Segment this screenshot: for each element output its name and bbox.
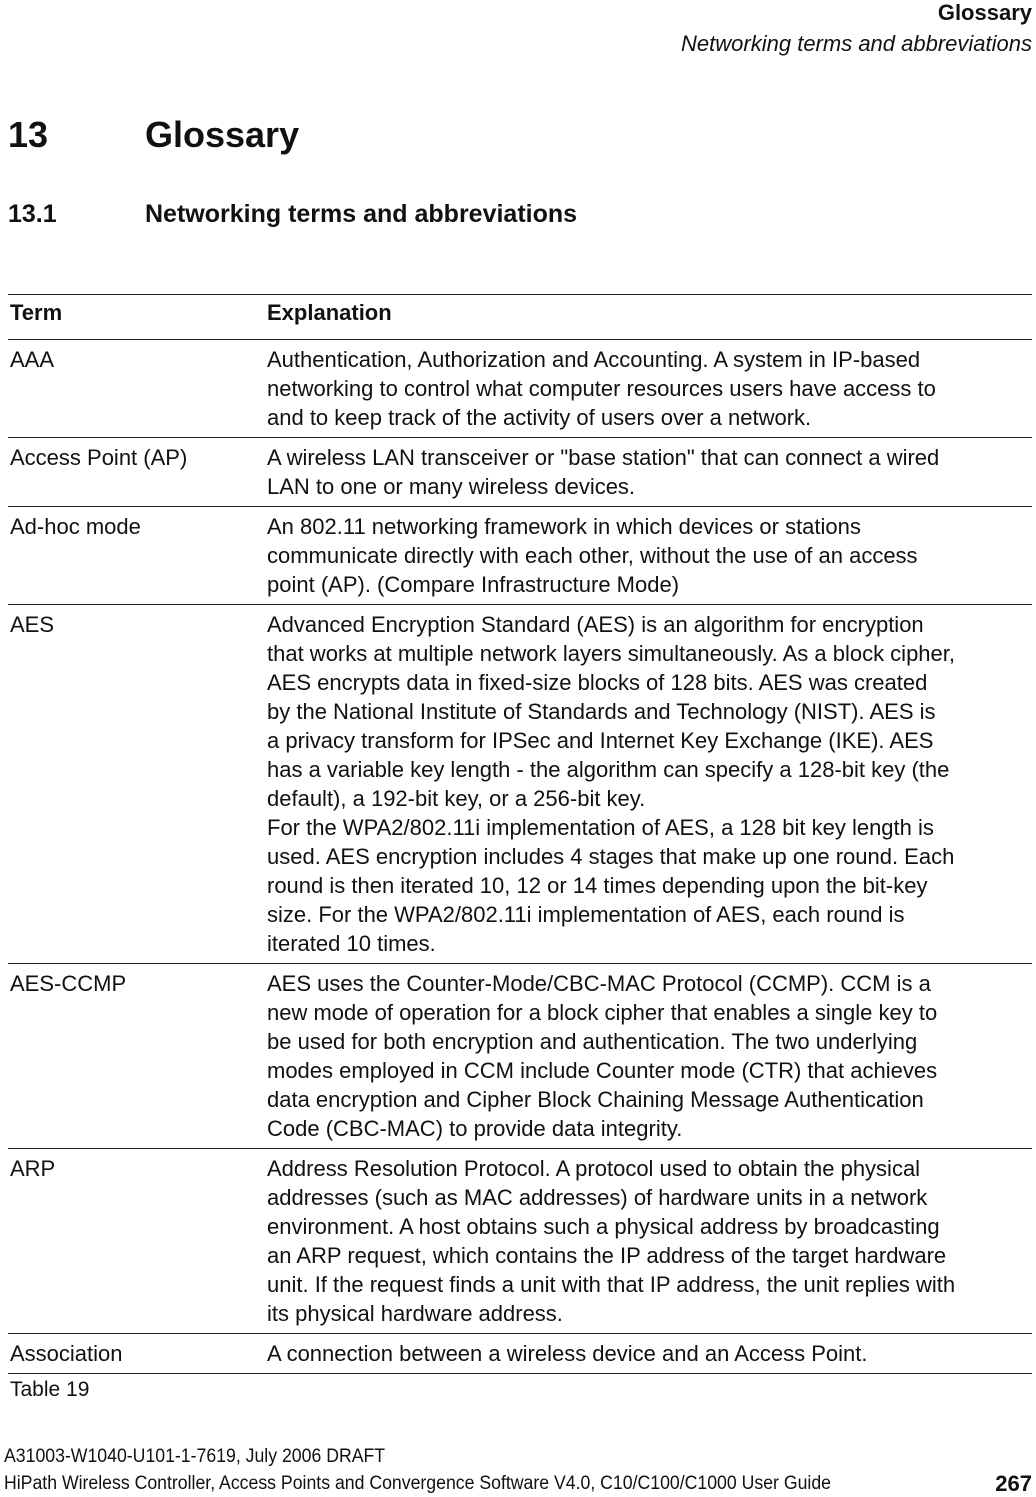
term-cell: Association [8,1334,265,1374]
explanation-line: LAN to one or many wireless devices. [267,474,636,499]
running-header-subtitle: Networking terms and abbreviations [681,31,1032,56]
explanation-cell [265,964,1032,1149]
table-row [8,1334,1032,1374]
explanation-line: be used for both encryption and authentication. The two underlying [267,1029,918,1054]
column-header-term: Term [8,295,265,340]
explanation-line: and to keep track of the activity of users over a network. [267,405,812,430]
explanation-line: size. For the WPA2/802.11i implementation of AES, each round is [267,902,905,927]
explanation-cell [265,507,1032,605]
term-cell: ARP [8,1149,265,1334]
explanation-line: point (AP). (Compare Infrastructure Mode) [267,572,680,597]
explanation-line: its physical hardware address. [267,1301,563,1326]
term-cell: AAA [8,340,265,438]
table-row [8,1149,1032,1334]
explanation-cell [265,605,1032,964]
explanation-line: AES encrypts data in fixed-size blocks of 128 bits. AES was created [267,670,928,695]
explanation-line: Advanced Encryption Standard (AES) is an algorithm for encryption [267,612,924,637]
explanation-cell [265,340,1032,438]
explanation-line: that works at multiple network layers simultaneously. As a block cipher, [267,641,956,666]
term-cell: Ad-hoc mode [8,507,265,605]
footer-doc-title: HiPath Wireless Controller, Access Points and Convergence Software V4.0, C10/C100/C1000 User Guide [4,1473,831,1494]
explanation-line: unit. If the request finds a unit with that IP address, the unit replies with [267,1272,956,1297]
explanation-line: has a variable key length - the algorithm can specify a 128-bit key (the [267,757,950,782]
table-row [8,964,1032,1149]
explanation-cell [265,438,1032,507]
running-header-title: Glossary [937,0,1032,25]
explanation-line: environment. A host obtains such a physical address by broadcasting [267,1214,940,1239]
explanation-line: new mode of operation for a block cipher that enables a single key to [267,1000,938,1025]
chapter-number: 13 [8,114,49,155]
term-cell: AES-CCMP [8,964,265,1149]
explanation-line: iterated 10 times. [267,931,436,956]
explanation-line: by the National Institute of Standards and Technology (NIST). AES is [267,699,936,724]
footer-doc-id: A31003-W1040-U101-1-7619, July 2006 DRAFT [4,1446,386,1467]
explanation-line: default), a 192-bit key, or a 256-bit key. [267,786,646,811]
explanation-line: An 802.11 networking framework in which devices or stations [267,514,861,539]
explanation-line: Address Resolution Protocol. A protocol used to obtain the physical [267,1156,921,1181]
table-row [8,438,1032,507]
glossary-table [8,294,1032,1374]
explanation-line: Code (CBC-MAC) to provide data integrity. [267,1116,683,1141]
explanation-line: an ARP request, which contains the IP address of the target hardware [267,1243,947,1268]
explanation-line: used. AES encryption includes 4 stages that make up one round. Each [267,844,955,869]
explanation-line: a privacy transform for IPSec and Internet Key Exchange (IKE). AES [267,728,934,753]
explanation-line: networking to control what computer resources users have access to [267,376,936,401]
section-number: 13.1 [8,200,57,228]
term-cell: Access Point (AP) [8,438,265,507]
explanation-line: A connection between a wireless device and an Access Point. [267,1341,868,1366]
explanation-line: For the WPA2/802.11i implementation of AES, a 128 bit key length is [267,815,934,840]
explanation-cell [265,1334,1032,1374]
table-header-row [8,295,1032,340]
explanation-line: AES uses the Counter-Mode/CBC-MAC Protocol (CCMP). CCM is a [267,971,931,996]
chapter-title: Glossary [145,114,300,155]
term-cell: AES [8,605,265,964]
explanation-line: communicate directly with each other, without the use of an access [267,543,918,568]
column-header-explanation: Explanation [265,295,1032,340]
explanation-line: data encryption and Cipher Block Chaining Message Authentication [267,1087,924,1112]
explanation-line: addresses (such as MAC addresses) of hardware units in a network [267,1185,928,1210]
explanation-line: Authentication, Authorization and Accounting. A system in IP-based [267,347,921,372]
explanation-cell [265,1149,1032,1334]
table-row [8,507,1032,605]
section-title: Networking terms and abbreviations [145,200,578,228]
explanation-line: modes employed in CCM include Counter mode (CTR) that achieves [267,1058,938,1083]
table-row [8,340,1032,438]
explanation-line: round is then iterated 10, 12 or 14 times depending upon the bit-key [267,873,928,898]
page-number: 267 [995,1471,1032,1496]
table-caption: Table 19 [10,1378,90,1401]
explanation-line: A wireless LAN transceiver or "base station" that can connect a wired [267,445,940,470]
table-row [8,605,1032,964]
